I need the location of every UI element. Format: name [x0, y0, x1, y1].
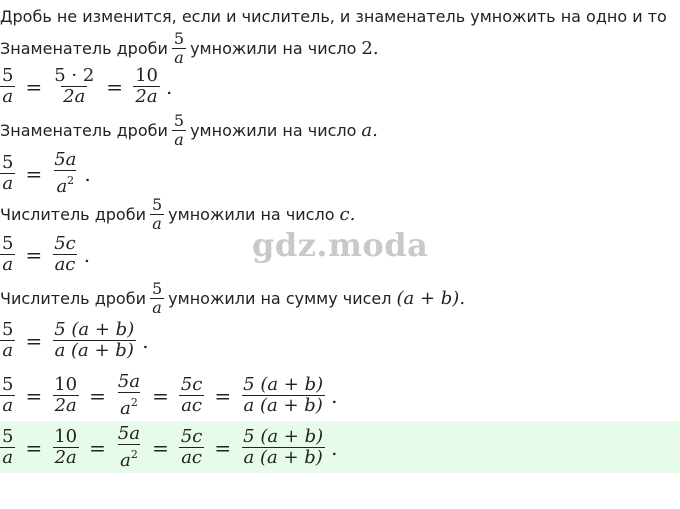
case4-before: Числитель дроби	[0, 288, 146, 308]
case1-equation: $\frac{5}{a}$ = $\frac{5 \cdot 2}{2a}$ = $\frac{10}{2a}$ .	[2, 65, 173, 107]
case4-equation: $\frac{5}{a}$ = $\frac{5 (a + b)}{a (a + b)}$ .	[2, 319, 149, 361]
case3-fraction: $\frac{5}{a}$	[151, 195, 163, 233]
intro-text: Дробь не изменится, если и числитель, и знаменатель умножить на одно и то	[0, 7, 667, 26]
case3-value: c.	[339, 203, 356, 225]
frac-10-2a: $\frac{10}{2a}$	[135, 65, 158, 107]
case3-after: умножили на число	[168, 204, 335, 224]
answer-equation: $\frac{5}{a}$ = $\frac{10}{2a}$ = $\frac{5a}{a^2}$ = $\frac{5c}{ac}$ = $\frac{5 (a + b)}{a (a + b)}$ .	[2, 423, 338, 471]
watermark: gdz.moda	[252, 226, 429, 264]
frac-5a-a2: $\frac{5a}{a^2}$	[54, 149, 77, 197]
case2-line	[0, 112, 378, 149]
case1-value: 2.	[361, 37, 379, 59]
case1-line	[0, 30, 379, 67]
case4-value: (a + b).	[396, 287, 466, 309]
frac-5x2-2a: $\frac{5 \cdot 2}{2a}$	[54, 65, 95, 107]
frac-5-a: $\frac{5}{a}$	[2, 152, 14, 194]
frac-5c-ac: $\frac{5c}{ac}$	[54, 233, 76, 275]
case3-equation: $\frac{5}{a}$ = $\frac{5c}{ac}$ .	[2, 233, 91, 275]
case1-fraction: $\frac{5}{a}$	[173, 29, 185, 67]
case4-fraction: $\frac{5}{a}$	[151, 279, 163, 317]
frac-5-a: $\frac{5}{a}$	[2, 65, 14, 107]
case1-before: Знаменатель дроби	[0, 38, 168, 58]
frac-5ab-aab: $\frac{5 (a + b)}{a (a + b)}$	[54, 319, 135, 361]
case2-equation: $\frac{5}{a}$ = $\frac{5a}{a^2}$ .	[2, 149, 91, 197]
frac-5-a: $\frac{5}{a}$	[2, 319, 14, 361]
case4-after: умножили на сумму чисел	[168, 288, 392, 308]
case2-after: умножили на число	[190, 120, 357, 140]
case2-fraction: $\frac{5}{a}$	[173, 111, 185, 149]
summary-equation: $\frac{5}{a}$ = $\frac{10}{2a}$ = $\frac{5a}{a^2}$ = $\frac{5c}{ac}$ = $\frac{5 (a + b)}{a (a + b)}$ .	[2, 371, 338, 419]
case1-after: умножили на число	[190, 38, 357, 58]
case2-before: Знаменатель дроби	[0, 120, 168, 140]
frac-5-a: $\frac{5}{a}$	[2, 233, 14, 275]
case4-line	[0, 280, 465, 317]
case3-before: Числитель дроби	[0, 204, 146, 224]
case2-value: a.	[361, 119, 378, 141]
